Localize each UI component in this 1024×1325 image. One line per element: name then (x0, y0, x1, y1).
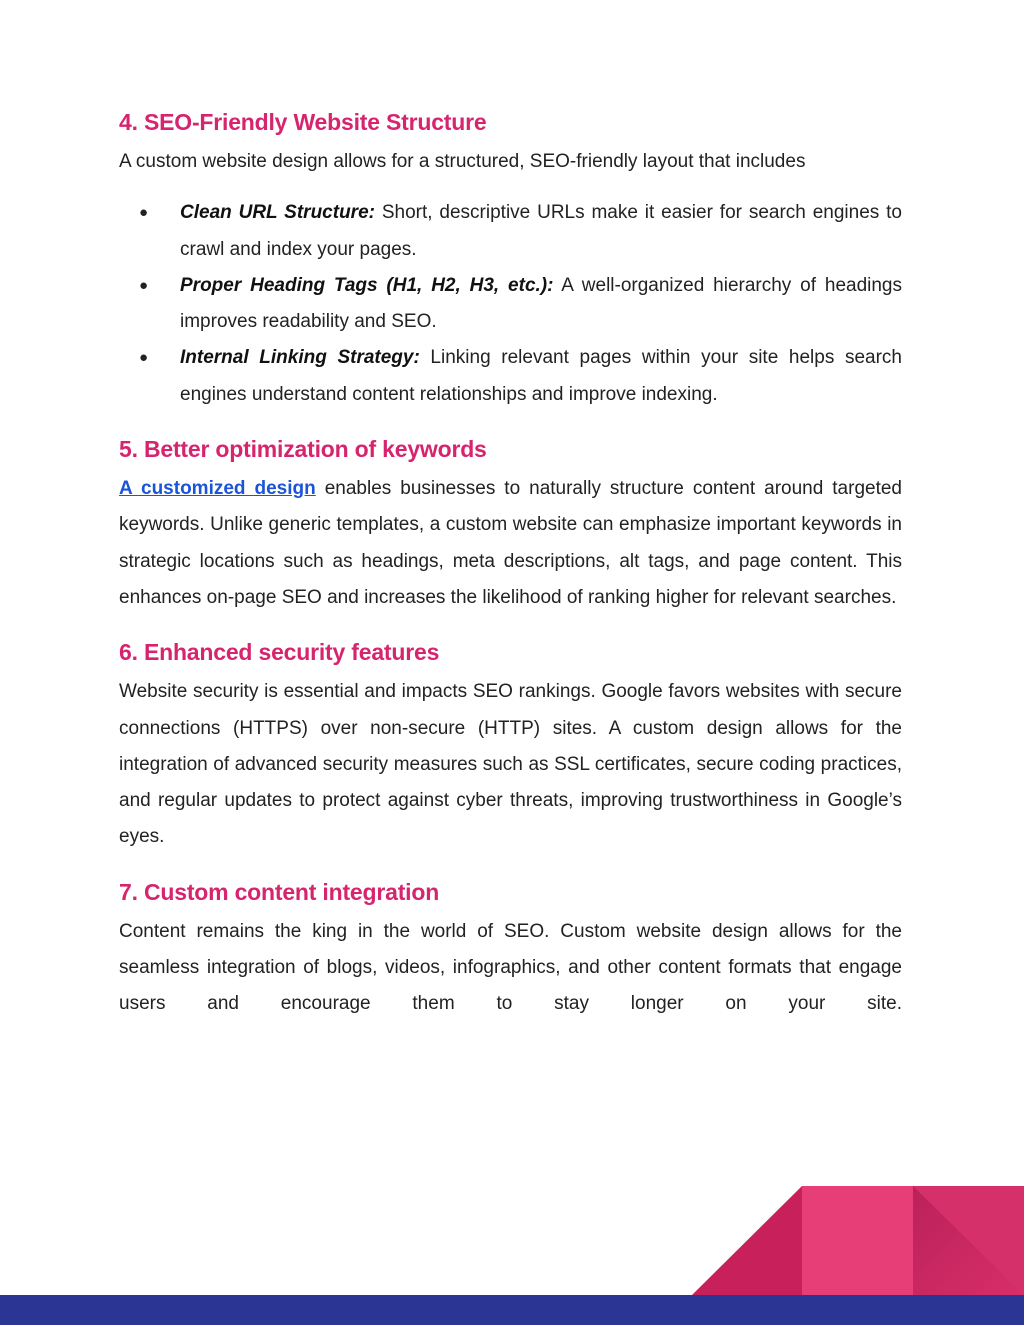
bullet-term: Internal Linking Strategy: (180, 347, 420, 369)
section-heading: 6. Enhanced security features (119, 639, 440, 666)
bullet-term: Proper Heading Tags (H1, H2, H3, etc.): (180, 274, 554, 296)
bullet-icon: ● (139, 276, 149, 294)
section-body-text: enables businesses to naturally structure content around targeted keywords. Unlike generic templates, a custom website can emphasize important keywords in strategic locations such as headings, meta descriptions, alt tags, and page content. This enhances on-page SEO and increases the likelihood of ranking higher for relevant searches. (119, 478, 902, 608)
bullet-term: Clean URL Structure: (180, 202, 375, 224)
customized-design-link[interactable]: A customized design (119, 478, 316, 500)
decor-triangle-left (692, 1186, 802, 1295)
bullet-icon: ● (139, 204, 149, 222)
section-intro: A custom website design allows for a structured, SEO-friendly layout that includes (119, 151, 806, 172)
bullet-text: Linking relevant pages within your site helps search engines understand content relationships and improve indexing. (180, 347, 902, 405)
section-body: Website security is essential and impacts SEO rankings. Google favors websites with secure connections (HTTPS) over non-secure (HTTP) sites. A custom design allows for the integration of advanced security measures such as SSL certificates, secure coding practices, and regular updates to protect against cyber threats, improving trustworthiness in Google’s eyes. (119, 681, 902, 848)
section-heading: 5. Better optimization of keywords (119, 436, 487, 463)
decor-square-pink (802, 1186, 913, 1295)
section-heading: 4. SEO-Friendly Website Structure (119, 109, 487, 135)
section-heading: 7. Custom content integration (119, 878, 440, 905)
bullet-text: Short, descriptive URLs make it easier for search engines to crawl and index your pages. (180, 202, 902, 260)
bullet-icon: ● (139, 349, 149, 367)
footer-bar (0, 1295, 1024, 1325)
section-body: Content remains the king in the world of SEO. Custom website design allows for the seamless integration of blogs, videos, infographics, and other content formats that engage users and encourage them to stay longer on your site. (119, 920, 902, 1015)
bullet-text: A well-organized hierarchy of headings improves readability and SEO. (180, 274, 902, 333)
